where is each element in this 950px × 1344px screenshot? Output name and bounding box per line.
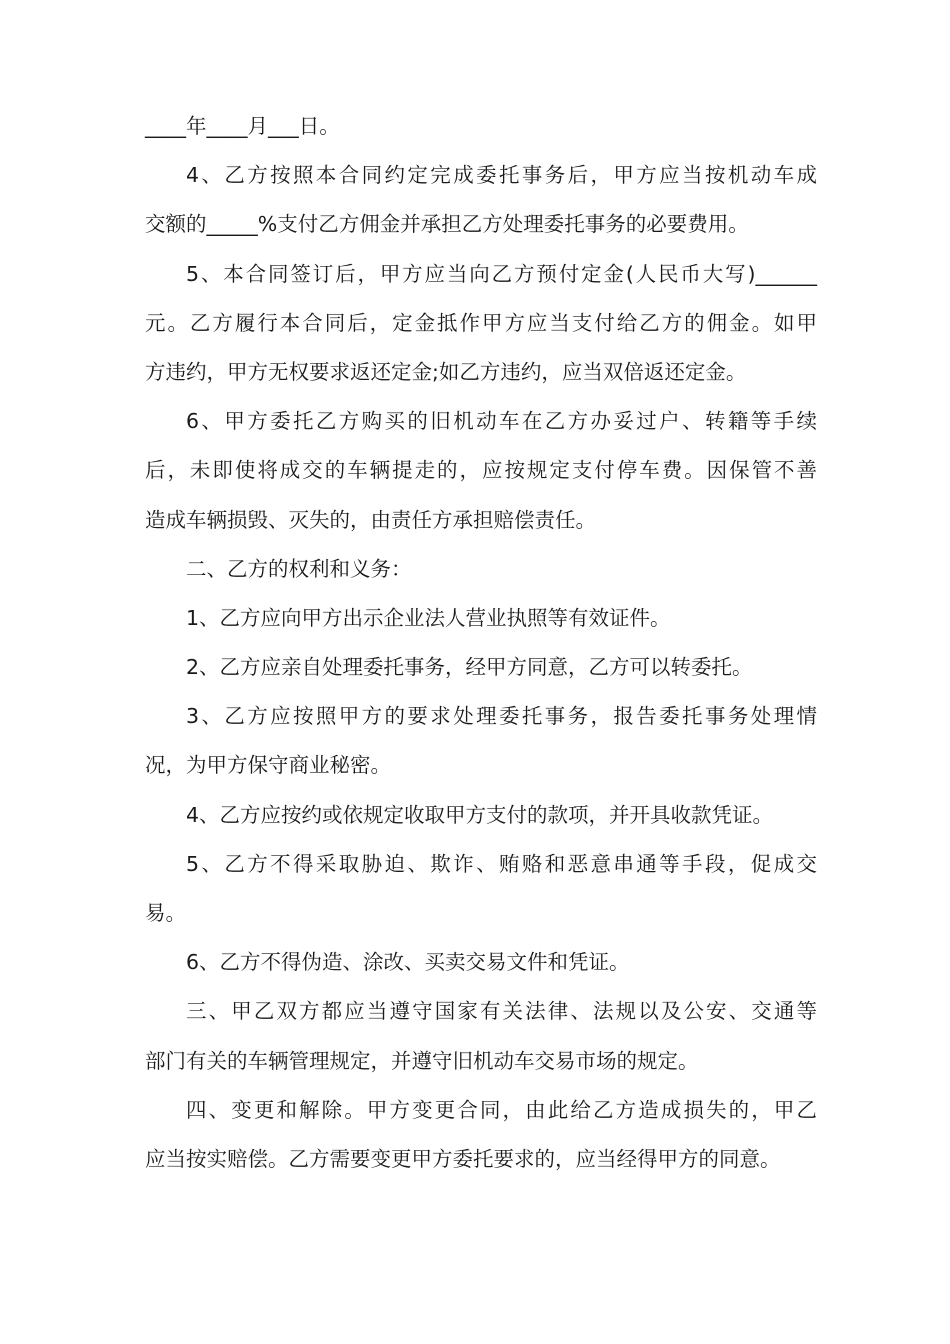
text-line: 二、乙方的权利和义务： (186, 556, 412, 581)
text-line: 四、变更和解除。甲方变更合同，由此给乙方造成损失的，甲乙 (186, 1097, 817, 1122)
text-line: 6、乙方不得伪造、涂改、买卖交易文件和凭证。 (186, 950, 630, 975)
text-line: 况，为甲方保守商业秘密。 (145, 753, 391, 778)
text-line: 5、本合同签订后，甲方应当向乙方预付定金(人民币大写)______ (186, 261, 817, 286)
text-line: 易。 (145, 901, 186, 925)
document-body (145, 102, 817, 1184)
text-line: 4、乙方按照本合同约定完成委托事务后，甲方应当按机动车成 (186, 163, 817, 188)
text-line: 三、甲乙双方都应当遵守国家有关法律、法规以及公安、交通等 (186, 999, 817, 1024)
text-line: 交额的_____%支付乙方佣金并承担乙方处理委托事务的必要费用。 (145, 212, 749, 237)
text-line: 应当按实赔偿。乙方需要变更甲方委托要求的，应当经得甲方的同意。 (145, 1146, 781, 1171)
text-line: 1、乙方应向甲方出示企业法人营业执照等有效证件。 (186, 605, 671, 630)
text-line: 方违约，甲方无权要求返还定金;如乙方违约，应当双倍返还定金。 (145, 359, 747, 384)
text-line: 造成车辆损毁、灭失的，由责任方承担赔偿责任。 (145, 507, 596, 532)
text-line: 2、乙方应亲自处理委托事务，经甲方同意，乙方可以转委托。 (186, 655, 753, 680)
text-line: 后，未即使将成交的车辆提走的，应按规定支付停车费。因保管不善 (145, 458, 817, 483)
text-line: 5、乙方不得采取胁迫、欺诈、贿赂和恶意串通等手段，促成交 (186, 851, 817, 876)
text-line: 4、乙方应按约或依规定收取甲方支付的款项，并开具收款凭证。 (186, 802, 774, 827)
text-line: 6、甲方委托乙方购买的旧机动车在乙方办妥过户、转籍等手续 (186, 409, 817, 434)
text-line: 3、乙方应按照甲方的要求处理委托事务，报告委托事务处理情 (186, 704, 817, 729)
text-line: 部门有关的车辆管理规定，并遵守旧机动车交易市场的规定。 (145, 1048, 699, 1073)
text-line: ____年____月___日。 (145, 114, 340, 138)
text-line: 元。乙方履行本合同后，定金抵作甲方应当支付给乙方的佣金。如甲 (145, 310, 817, 335)
